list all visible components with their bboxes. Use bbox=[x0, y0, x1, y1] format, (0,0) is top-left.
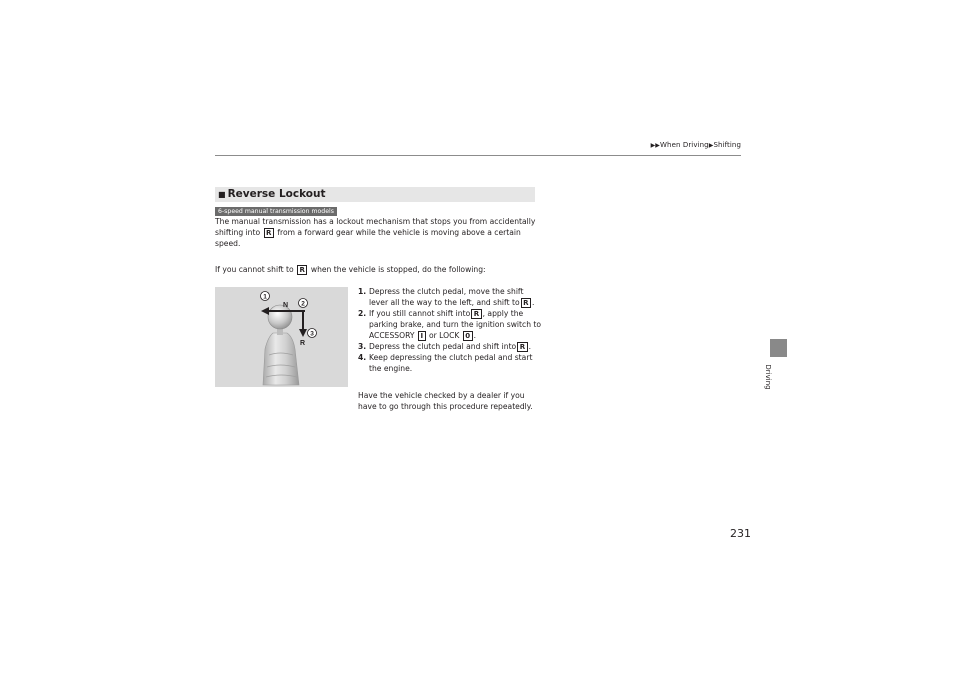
step-3: 3. Depress the clutch pedal and shift into R . bbox=[358, 342, 532, 351]
arrow-left-head bbox=[261, 307, 269, 315]
shift-lever-illustration bbox=[215, 287, 348, 387]
chapter-tab-marker[interactable] bbox=[770, 339, 787, 357]
section-title: Reverse Lockout bbox=[227, 188, 326, 200]
accessory-position-icon: I bbox=[418, 331, 426, 341]
callout-2-label: 2 bbox=[301, 300, 305, 308]
callout-1-label: 1 bbox=[263, 293, 267, 301]
intro-paragraph: The manual transmission has a lockout mechanism that stops you from accidentally shifting into R from a forward gear while the vehicle is moving above a certain speed. bbox=[215, 217, 536, 248]
breadcrumb-item-shifting[interactable]: Shifting bbox=[713, 141, 741, 149]
chapter-tab-label[interactable]: Driving bbox=[764, 364, 772, 390]
reverse-gear-icon: R bbox=[297, 265, 307, 275]
breadcrumb-arrow-icon: ▶ bbox=[708, 142, 714, 149]
section-header bbox=[215, 187, 535, 202]
lock-position-icon: 0 bbox=[463, 331, 473, 341]
breadcrumb-item-when-driving[interactable]: When Driving bbox=[660, 141, 709, 149]
breadcrumb bbox=[651, 141, 741, 149]
page-number: 231 bbox=[730, 527, 751, 540]
step-2: 2. If you still cannot shift into R , apply the parking brake, and turn the ignition switch to ACCESSORY I or LOCK 0 . bbox=[358, 309, 542, 340]
step-1: 1. Depress the clutch pedal, move the shift lever all the way to the left, and shift to R . bbox=[358, 287, 535, 307]
arrow-down-head bbox=[299, 329, 307, 337]
condition-paragraph: If you cannot shift to R when the vehicle is stopped, do the following: bbox=[215, 265, 486, 274]
shift-knob bbox=[268, 305, 292, 329]
reverse-gear-icon: R bbox=[517, 342, 527, 352]
header-divider bbox=[215, 155, 741, 156]
dealer-note: Have the vehicle checked by a dealer if you have to go through this procedure repeatedly. bbox=[358, 391, 533, 411]
reverse-gear-icon: R bbox=[471, 309, 481, 319]
breadcrumb-arrow-icon: ▶▶ bbox=[650, 142, 661, 149]
gear-label-reverse: R bbox=[300, 340, 306, 347]
callout-3-label: 3 bbox=[310, 330, 314, 338]
procedure-steps bbox=[358, 286, 542, 374]
gear-label-neutral: N bbox=[283, 302, 289, 309]
model-badge: 6-speed manual transmission models bbox=[215, 207, 337, 216]
reverse-gear-icon: R bbox=[521, 298, 531, 308]
square-bullet-icon: ■ bbox=[218, 190, 226, 199]
shift-boot bbox=[263, 333, 299, 385]
step-4: 4. Keep depressing the clutch pedal and start the engine. bbox=[358, 353, 533, 373]
reverse-gear-icon: R bbox=[264, 228, 274, 238]
shift-pattern-diagram bbox=[215, 287, 348, 387]
